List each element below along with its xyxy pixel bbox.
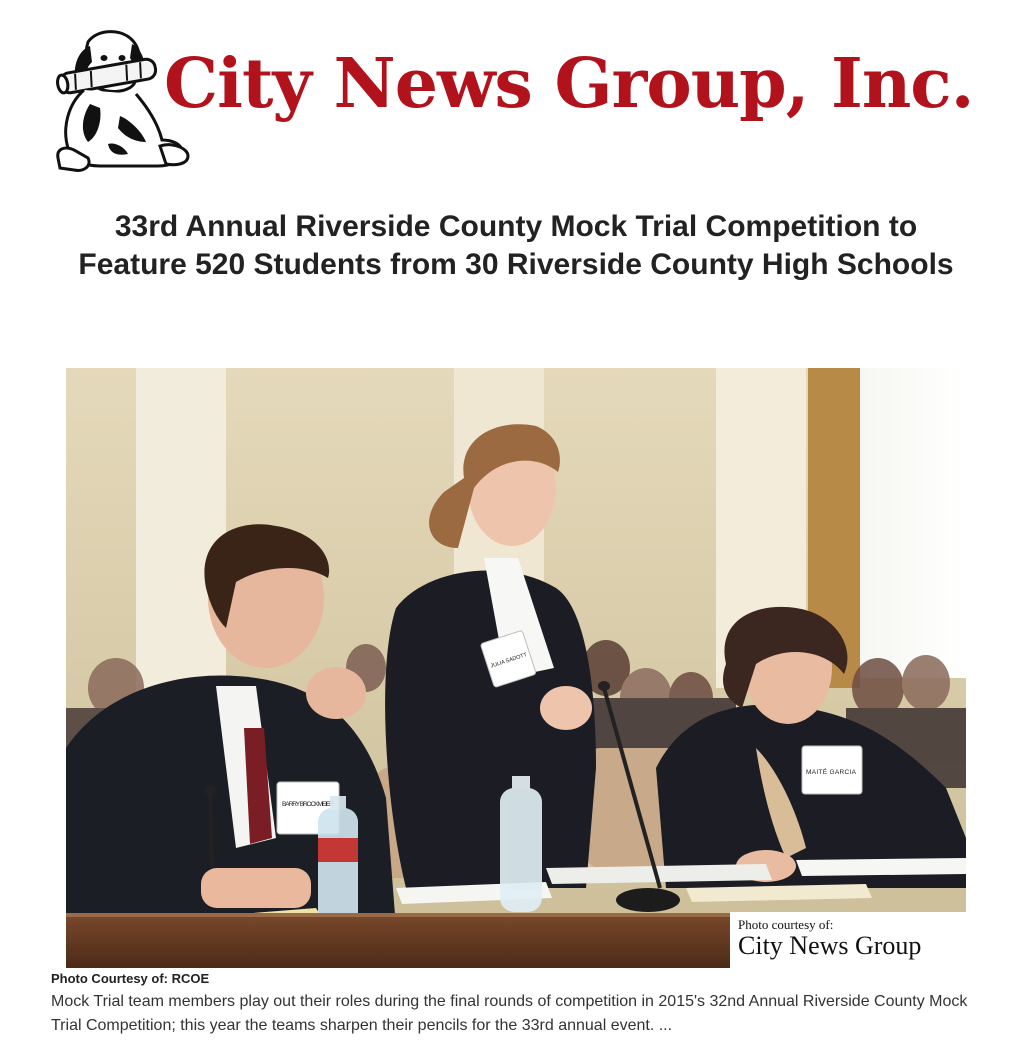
name-tag-right: MAITÉ GARCIA — [806, 769, 856, 776]
brand-name[interactable]: City News Group, Inc. — [164, 44, 974, 124]
watermark-brand: City News Group — [738, 931, 922, 960]
photo-watermark — [730, 912, 966, 968]
article-headline: 33rd Annual Riverside County Mock Trial Competition to Feature 520 Students from 30 Riverside County High Schools — [78, 210, 954, 281]
name-tag-left: BARRY BROCKMEIE — [282, 801, 331, 808]
masthead — [48, 24, 988, 184]
watermark-label: Photo courtesy of: — [738, 917, 834, 932]
name-tag-center: JULIA SADOTT — [489, 652, 528, 670]
photo-credit: Photo Courtesy of: RCOE — [51, 971, 210, 986]
article-photo — [66, 368, 966, 968]
photo-caption: Mock Trial team members play out their roles during the final rounds of competition in 2015's 32nd Annual Riverside County Mock Trial Competition; this year the teams sharpen their pencils for the 33rd annual event. ... — [51, 993, 968, 1034]
